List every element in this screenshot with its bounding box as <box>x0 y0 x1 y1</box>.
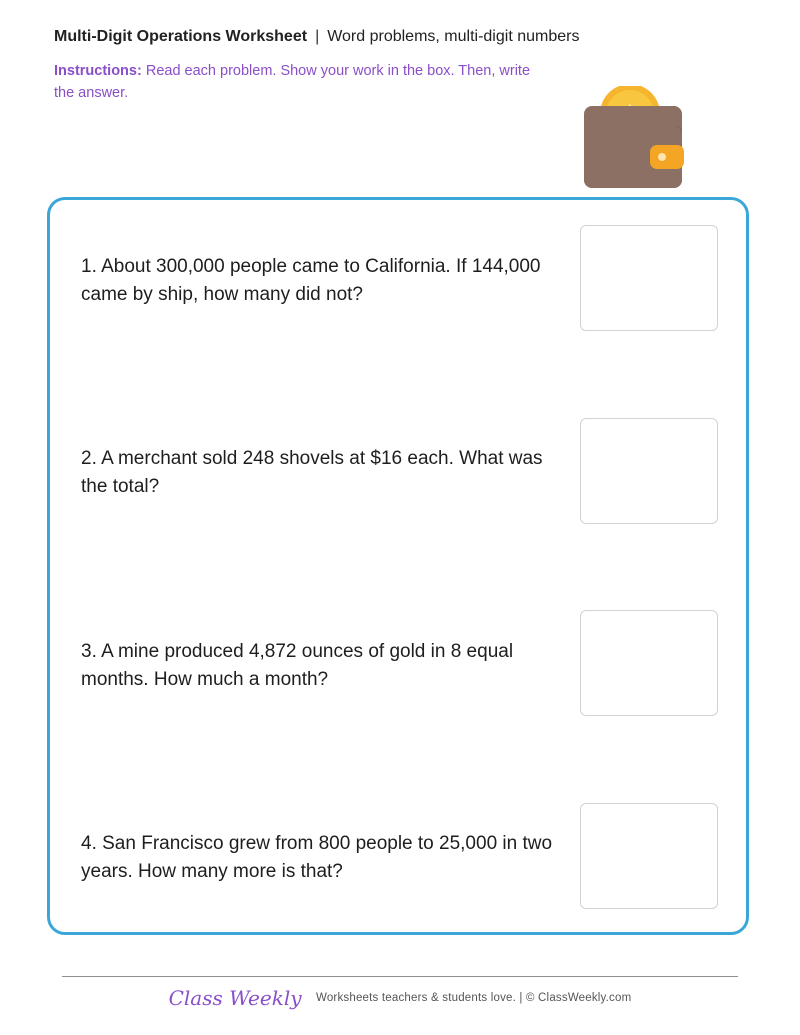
instructions-text: Read each problem. Show your work in the box. Then, write the answer. <box>54 63 531 101</box>
problem-2: 2. A merchant sold 248 shovels at $16 each. What was the total? <box>81 448 543 497</box>
answer-box-2[interactable] <box>580 418 718 524</box>
classweekly-logo: Class Weekly <box>168 986 302 1010</box>
footer-tagline: Worksheets teachers & students love. | © ClassWeekly.com <box>315 992 632 1004</box>
instructions <box>54 60 554 104</box>
wallet-clasp-icon <box>650 145 684 169</box>
header-separator: | <box>315 28 320 45</box>
footer-divider <box>62 976 738 977</box>
answer-box-1[interactable] <box>580 225 718 331</box>
problem-1: 1. About 300,000 people came to California. If 144,000 came by ship, how many did not? <box>81 256 541 305</box>
answer-box-4[interactable] <box>580 803 718 909</box>
answer-box-3[interactable] <box>580 610 718 716</box>
problem-4: 4. San Francisco grew from 800 people to 25,000 in two years. How many more is that? <box>81 833 553 882</box>
wallet-with-coin-icon <box>582 86 688 190</box>
problem-3: 3. A mine produced 4,872 ounces of gold in 8 equal months. How much a month? <box>81 641 514 690</box>
worksheet-header <box>54 28 579 46</box>
footer <box>0 986 800 1010</box>
instructions-label: Instructions: <box>54 63 142 79</box>
worksheet-title: Multi-Digit Operations Worksheet <box>54 28 308 45</box>
worksheet-subtitle: Word problems, multi-digit numbers <box>327 28 580 45</box>
